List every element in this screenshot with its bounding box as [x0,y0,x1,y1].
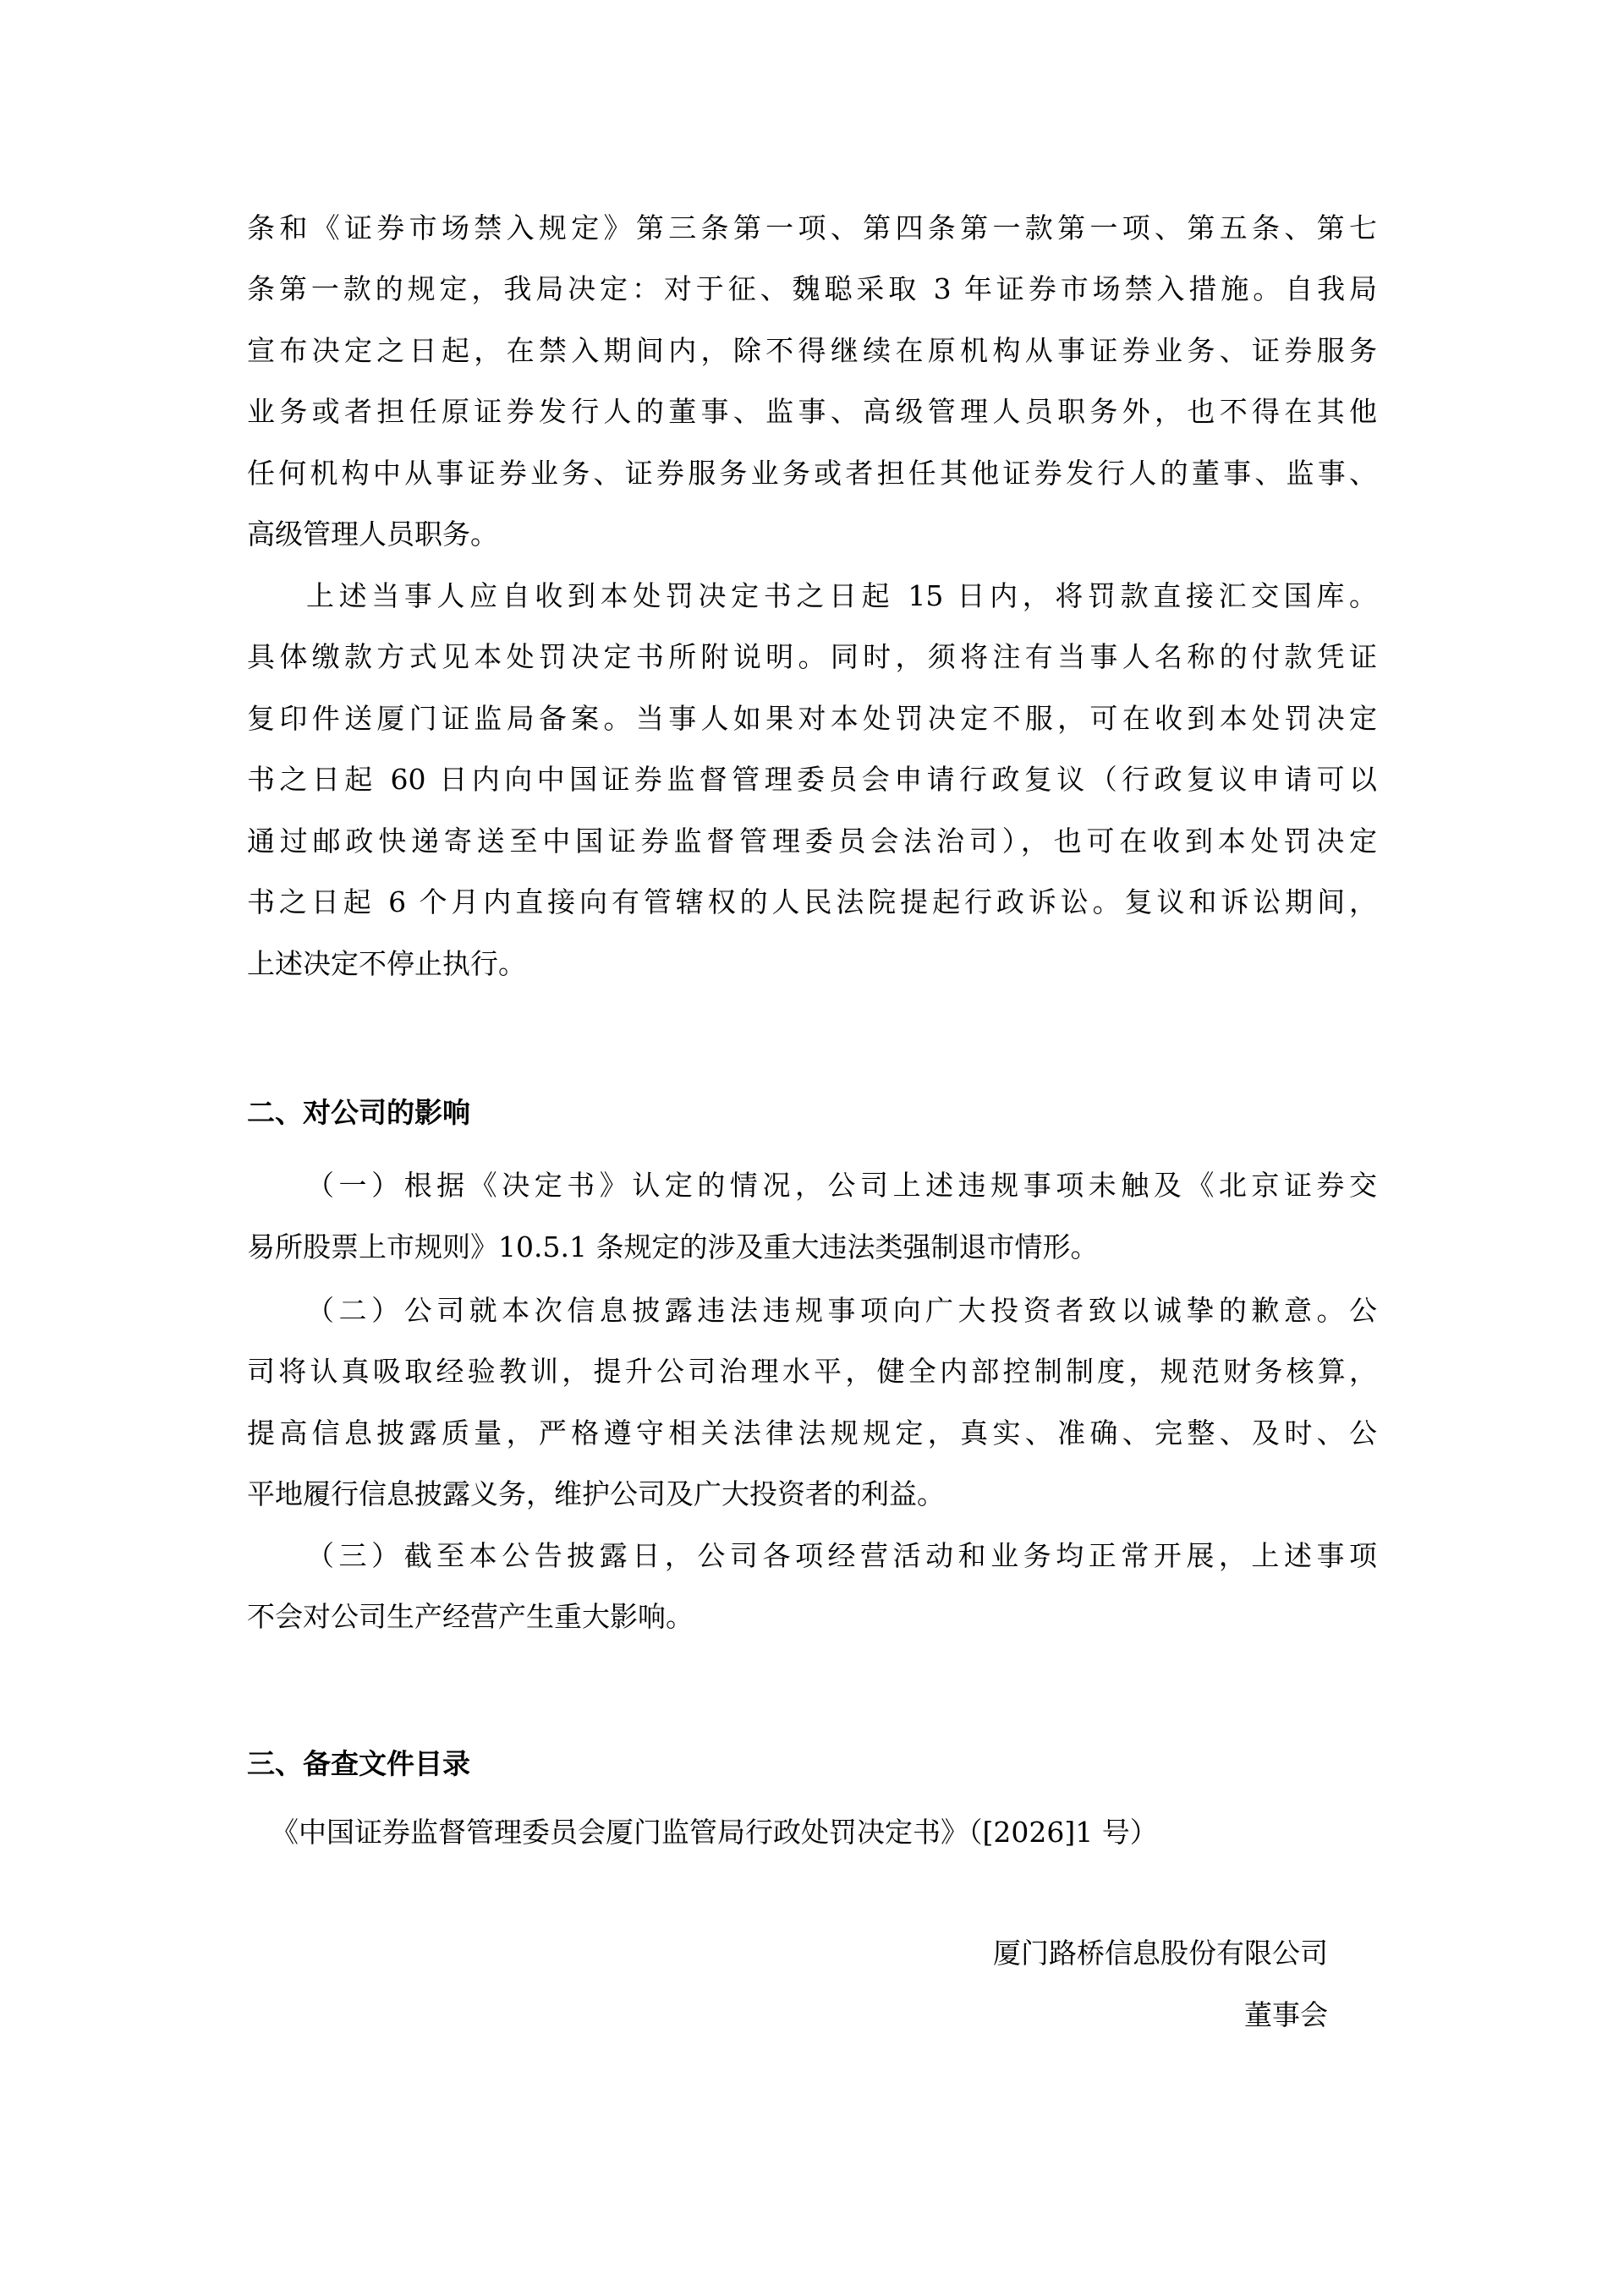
paragraph-line: 书之日起 60 日内向中国证券监督管理委员会申请行政复议（行政复议申请可以 [247,763,1377,796]
reference-document: 《中国证券监督管理委员会厦门监管局行政处罚决定书》（[2026]1 号） [271,1816,1158,1849]
paragraph-line: 易所股票上市规则》10.5.1 条规定的涉及重大违法类强制退市情形。 [247,1230,1099,1263]
section-heading: 三、备查文件目录 [247,1747,470,1780]
paragraph-line: 提高信息披露质量，严格遵守相关法律法规规定，真实、准确、完整、及时、公 [247,1417,1377,1449]
paragraph-line: （三）截至本公告披露日，公司各项经营活动和业务均正常开展，上述事项 [306,1539,1377,1572]
paragraph-line: 通过邮政快递寄送至中国证券监督管理委员会法治司），也可在收到本处罚决定 [247,825,1377,858]
paragraph-line: 具体缴款方式见本处罚决定书所附说明。同时，须将注有当事人名称的付款凭证 [247,640,1377,673]
signature-board: 董事会 [1244,1998,1328,2031]
paragraph-line: 宣布决定之日起，在禁入期间内，除不得继续在原机构从事证券业务、证券服务 [247,334,1377,367]
paragraph-line: 不会对公司生产经营产生重大影响。 [247,1600,694,1633]
paragraph-line: 上述当事人应自收到本处罚决定书之日起 15 日内，将罚款直接汇交国库。 [306,579,1377,612]
paragraph-line: （一）根据《决定书》认定的情况，公司上述违规事项未触及《北京证券交 [306,1169,1377,1202]
paragraph-line: 司将认真吸取经验教训，提升公司治理水平，健全内部控制制度，规范财务核算， [247,1355,1377,1388]
paragraph-line: 平地履行信息披露义务，维护公司及广大投资者的利益。 [247,1477,945,1510]
paragraph-line: 条和《证券市场禁入规定》第三条第一项、第四条第一款第一项、第五条、第七 [247,211,1377,244]
paragraph-line: （二）公司就本次信息披露违法违规事项向广大投资者致以诚挚的歉意。公 [306,1294,1377,1327]
paragraph-line: 书之日起 6 个月内直接向有管辖权的人民法院提起行政诉讼。复议和诉讼期间， [247,885,1377,918]
paragraph-line: 高级管理人员职务。 [247,518,498,551]
paragraph-line: 任何机构中从事证券业务、证券服务业务或者担任其他证券发行人的董事、监事、 [247,457,1377,490]
signature-company: 厦门路桥信息股份有限公司 [993,1937,1328,1970]
paragraph-line: 复印件送厦门证监局备案。当事人如果对本处罚决定不服，可在收到本处罚决定 [247,702,1377,735]
section-heading: 二、对公司的影响 [247,1096,470,1129]
paragraph-line: 上述决定不停止执行。 [247,947,526,980]
paragraph-line: 业务或者担任原证券发行人的董事、监事、高级管理人员职务外，也不得在其他 [247,395,1377,428]
paragraph-line: 条第一款的规定，我局决定：对于征、魏聪采取 3 年证券市场禁入措施。自我局 [247,272,1377,305]
